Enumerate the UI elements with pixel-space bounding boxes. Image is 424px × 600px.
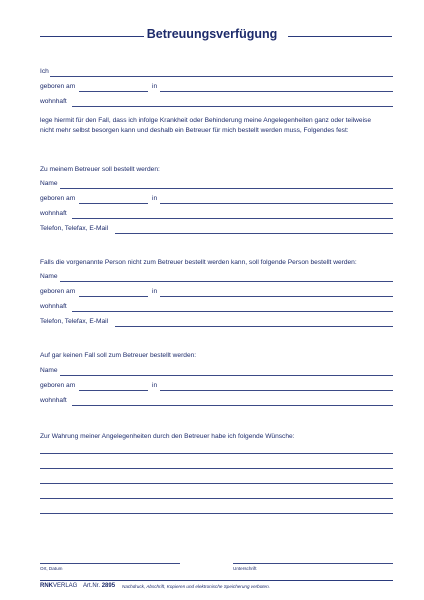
section3-residence-label: wohnhaft — [40, 397, 67, 404]
section2-birthdate-label: geboren am — [40, 288, 76, 295]
section2-birthdate-field[interactable] — [79, 296, 148, 297]
declaration-text — [40, 116, 400, 136]
section3-birthdate-label: geboren am — [40, 382, 76, 389]
section2-name-label: Name — [40, 273, 58, 280]
section3-birthdate-field[interactable] — [79, 390, 148, 391]
birthplace-field[interactable] — [160, 91, 393, 92]
article-number — [83, 583, 115, 589]
residence-label: wohnhaft — [40, 98, 67, 105]
section1-name-label: Name — [40, 180, 58, 187]
article-value: 2895 — [101, 583, 116, 589]
birthplace-label: in — [152, 83, 158, 90]
wishes-line-5[interactable] — [40, 513, 393, 514]
birthdate-field[interactable] — [79, 91, 148, 92]
title-rule-right — [288, 36, 392, 37]
publisher-brand-bold: RNK — [40, 583, 53, 589]
declaration-line-2: nicht mehr selbst besorgen kann und deshalb ein Betreuer für mich bestellt werden muss, Folgendes fest: — [40, 127, 349, 134]
section4-heading: Zur Wahrung meiner Angelegenheiten durch den Betreuer habe ich folgende Wünsche: — [40, 433, 295, 440]
section1-birthplace-label: in — [152, 195, 158, 202]
section2-birthplace-field[interactable] — [160, 296, 393, 297]
section2-heading: Falls die vorgenannte Person nicht zum Betreuer bestellt werden kann, soll folgende Person bestellt werden: — [40, 259, 357, 266]
wishes-line-2[interactable] — [40, 468, 393, 469]
wishes-line-4[interactable] — [40, 498, 393, 499]
section3-birthplace-label: in — [152, 382, 158, 389]
section1-residence-label: wohnhaft — [40, 210, 67, 217]
section1-heading: Zu meinem Betreuer soll bestellt werden: — [40, 166, 160, 173]
section3-birthplace-field[interactable] — [160, 390, 393, 391]
signature-field[interactable] — [233, 563, 393, 564]
place-date-label: Ort, Datum — [40, 566, 63, 571]
publisher-brand-rest: VERLAG — [53, 583, 78, 589]
section1-name-field[interactable] — [60, 188, 393, 189]
section2-contact-field[interactable] — [115, 326, 393, 327]
section3-heading: Auf gar keinen Fall soll zum Betreuer bestellt werden: — [40, 352, 197, 359]
section1-residence-field[interactable] — [72, 218, 393, 219]
section1-contact-field[interactable] — [115, 233, 393, 234]
publisher-logo — [40, 583, 77, 589]
signature-label: Unterschrift — [233, 566, 257, 571]
section1-birthdate-field[interactable] — [79, 203, 148, 204]
wishes-line-1[interactable] — [40, 453, 393, 454]
section3-residence-field[interactable] — [72, 405, 393, 406]
section3-name-label: Name — [40, 367, 58, 374]
declaration-line-1: lege hiermit für den Fall, dass ich infolge Krankheit oder Behinderung meine Angelegenheiten ganz oder teilweise — [40, 117, 371, 124]
section1-birthdate-label: geboren am — [40, 195, 76, 202]
section1-birthplace-field[interactable] — [160, 203, 393, 204]
ich-field[interactable] — [50, 76, 393, 77]
section2-residence-label: wohnhaft — [40, 303, 67, 310]
article-label: Art.Nr. — [83, 583, 101, 589]
wishes-line-3[interactable] — [40, 483, 393, 484]
page-title: Betreuungsverfügung — [146, 27, 278, 41]
ich-label: Ich — [40, 68, 49, 75]
copyright-notice: Nachdruck, Abschrift, Kopieren und elektronische Speicherung verboten. — [122, 584, 270, 589]
birthdate-label: geboren am — [40, 83, 76, 90]
residence-field[interactable] — [72, 106, 393, 107]
place-date-field[interactable] — [40, 563, 180, 564]
section2-contact-label: Telefon, Telefax, E-Mail — [40, 318, 109, 325]
section2-residence-field[interactable] — [72, 311, 393, 312]
section1-contact-label: Telefon, Telefax, E-Mail — [40, 225, 109, 232]
section3-name-field[interactable] — [60, 375, 393, 376]
section2-birthplace-label: in — [152, 288, 158, 295]
footer-rule — [40, 580, 393, 581]
section2-name-field[interactable] — [60, 281, 393, 282]
